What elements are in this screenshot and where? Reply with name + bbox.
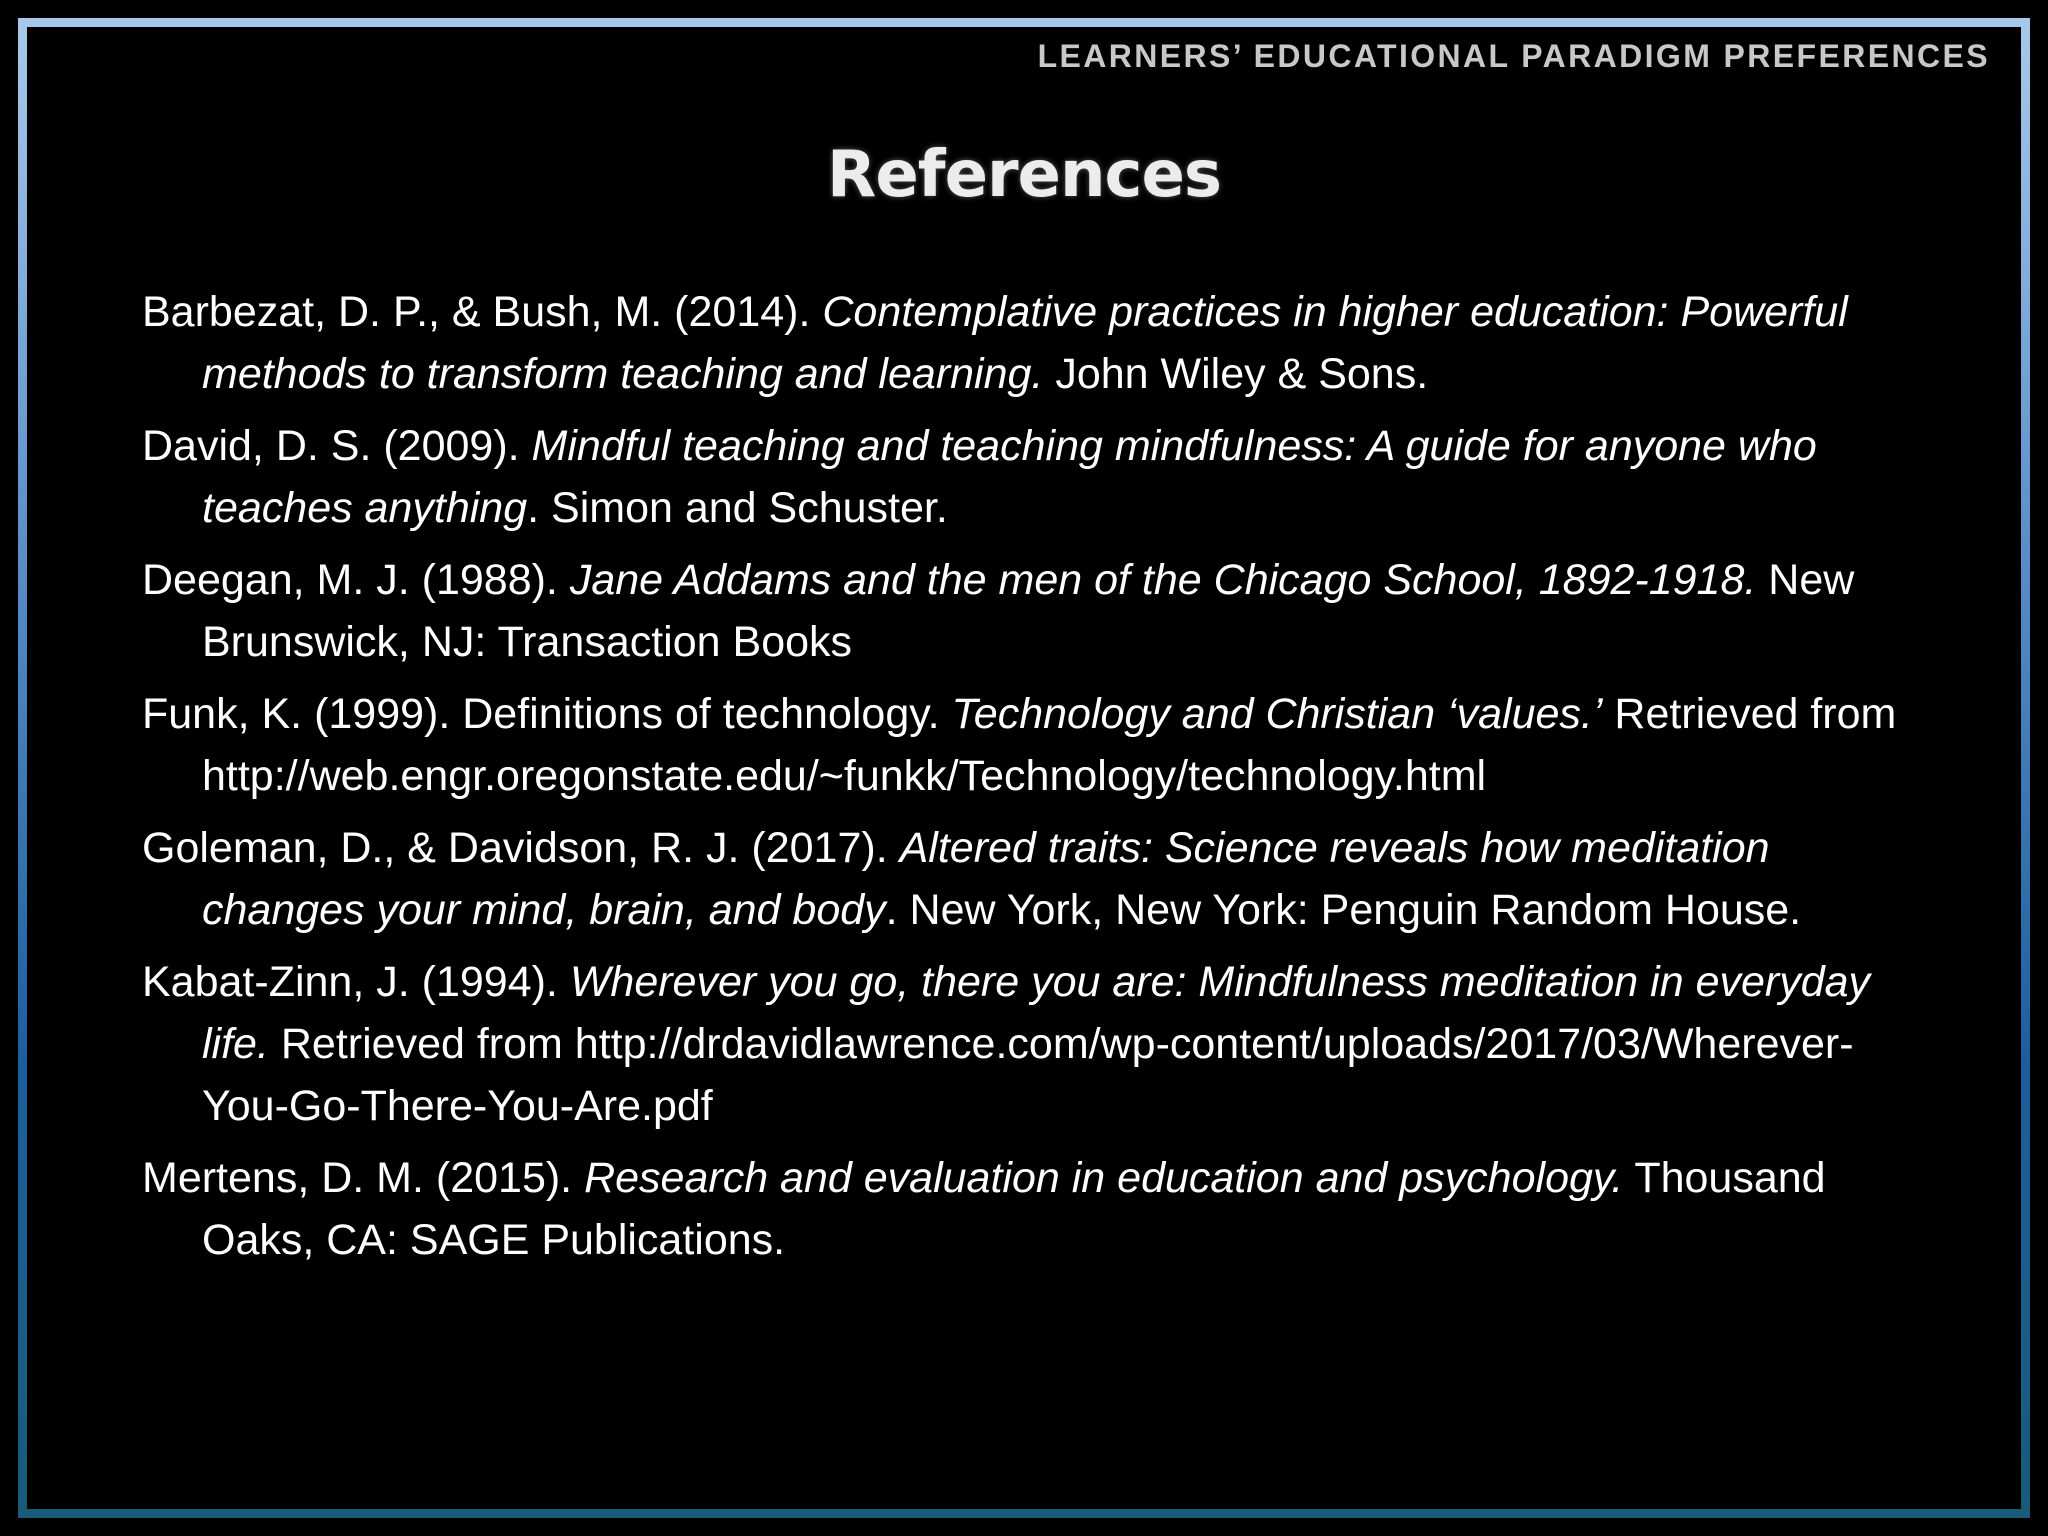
reference-authors: Deegan, M. J. (1988).	[142, 556, 570, 604]
reference-title: Wherever you go, there you are: Mindfulness meditation in everyday life.	[202, 958, 1871, 1068]
reference-authors: David, D. S. (2009).	[142, 422, 532, 470]
reference-authors: Mertens, D. M. (2015).	[142, 1154, 585, 1202]
page-title: References	[827, 138, 1221, 212]
reference-publisher: Thousand Oaks, CA: SAGE Publications.	[202, 1154, 1826, 1264]
reference-title: Altered traits: Science reveals how meditation changes your mind, brain, and body	[202, 824, 1770, 934]
reference-item	[142, 1147, 1902, 1271]
reference-item	[142, 683, 1902, 807]
reference-publisher: . New York, New York: Penguin Random House.	[885, 886, 1802, 934]
reference-title: Contemplative practices in higher education: Powerful methods to transform teaching and learning.	[202, 288, 1848, 398]
reference-authors: Barbezat, D. P., & Bush, M. (2014).	[142, 288, 823, 336]
reference-title: Jane Addams and the men of the Chicago School, 1892-1918.	[569, 556, 1757, 604]
reference-item	[142, 415, 1902, 539]
reference-publisher: Retrieved from http://web.engr.oregonstate.edu/~funkk/Technology/technology.html	[202, 690, 1897, 800]
reference-title: Technology and Christian ‘values.’	[951, 690, 1603, 738]
reference-item	[142, 549, 1902, 673]
slide-header: LEARNERS’ EDUCATIONAL PARADIGM PREFERENCES	[1037, 38, 1990, 74]
reference-publisher: John Wiley & Sons.	[1043, 350, 1429, 398]
reference-publisher: Retrieved from http://drdavidlawrence.com/wp-content/uploads/2017/03/Wherever-You-Go-There-You-Are.pdf	[202, 1020, 1854, 1130]
reference-publisher: New Brunswick, NJ: Transaction Books	[202, 556, 1855, 666]
reference-title: Research and evaluation in education and psychology.	[584, 1154, 1624, 1202]
reference-authors: Funk, K. (1999). Definitions of technology.	[142, 690, 952, 738]
reference-publisher: . Simon and Schuster.	[527, 484, 948, 532]
reference-title: Mindful teaching and teaching mindfulness: A guide for anyone who teaches anything	[202, 422, 1817, 532]
reference-authors: Kabat-Zinn, J. (1994).	[142, 958, 570, 1006]
reference-authors: Goleman, D., & Davidson, R. J. (2017).	[142, 824, 900, 872]
reference-item	[142, 817, 1902, 941]
reference-list	[142, 281, 1902, 1281]
reference-item	[142, 951, 1902, 1137]
reference-item	[142, 281, 1902, 405]
